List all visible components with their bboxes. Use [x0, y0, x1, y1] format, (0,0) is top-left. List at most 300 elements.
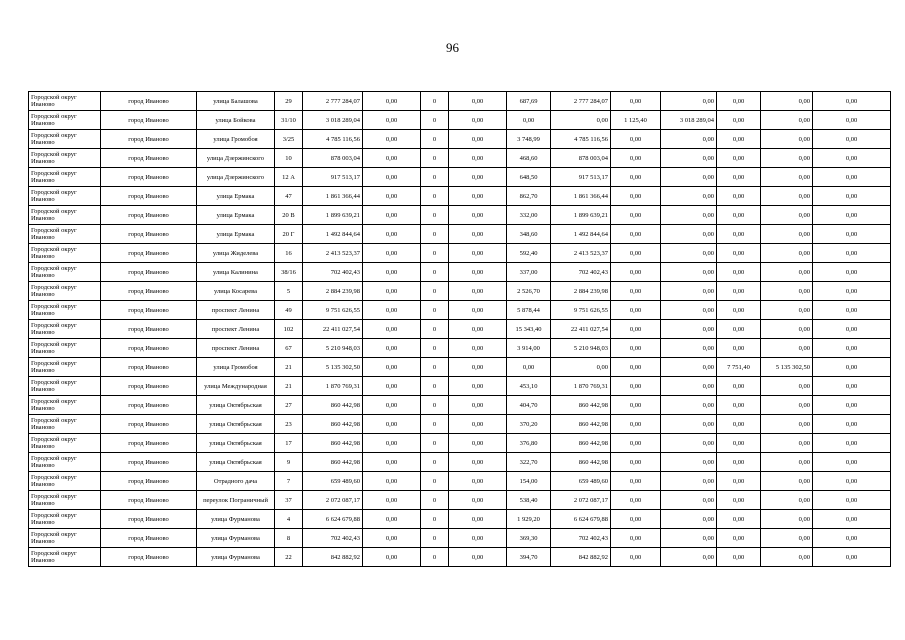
cell-cost-a: 0,00: [363, 453, 421, 472]
cell-cost-e: 0,00: [761, 339, 813, 358]
cell-settlement: город Иваново: [101, 244, 197, 263]
cell-cost-d: 0,00: [661, 282, 717, 301]
cell-area-e: 0,00: [717, 130, 761, 149]
cell-cost-f: 0,00: [813, 396, 891, 415]
cell-count-a: 0: [421, 111, 449, 130]
cell-total-cost: 917 513,17: [303, 168, 363, 187]
cell-house: 23: [275, 415, 303, 434]
cell-area-d: 0,00: [611, 320, 661, 339]
cell-cost-d: 0,00: [661, 130, 717, 149]
cell-area-e: 0,00: [717, 168, 761, 187]
table-row: [29, 225, 891, 244]
cell-municipality: Городской округ Иваново: [29, 377, 101, 396]
table-row: [29, 472, 891, 491]
cell-house: 3/25: [275, 130, 303, 149]
cell-municipality: Городской округ Иваново: [29, 529, 101, 548]
cell-cost-f: 0,00: [813, 548, 891, 567]
cell-area-d: 0,00: [611, 377, 661, 396]
cell-area-e: 0,00: [717, 491, 761, 510]
cell-cost-f: 0,00: [813, 529, 891, 548]
cell-house: 21: [275, 358, 303, 377]
cell-settlement: город Иваново: [101, 472, 197, 491]
cell-house: 8: [275, 529, 303, 548]
cell-street: проспект Ленина: [197, 301, 275, 320]
cell-cost-b: 0,00: [449, 301, 507, 320]
cell-street: улица Ермака: [197, 206, 275, 225]
cell-cost-b: 0,00: [449, 320, 507, 339]
cell-settlement: город Иваново: [101, 453, 197, 472]
cell-cost-d: 0,00: [661, 301, 717, 320]
cell-count-a: 0: [421, 225, 449, 244]
cell-cost-c: 1 861 366,44: [551, 187, 611, 206]
cell-cost-e: 0,00: [761, 396, 813, 415]
cell-cost-e: 0,00: [761, 263, 813, 282]
cell-area-e: 0,00: [717, 263, 761, 282]
cell-area-e: 0,00: [717, 529, 761, 548]
cell-total-cost: 702 402,43: [303, 263, 363, 282]
cell-cost-d: 0,00: [661, 453, 717, 472]
cell-area-d: 0,00: [611, 168, 661, 187]
cell-cost-f: 0,00: [813, 168, 891, 187]
cell-area-e: 0,00: [717, 206, 761, 225]
cell-cost-e: 5 135 302,50: [761, 358, 813, 377]
cell-cost-e: 0,00: [761, 301, 813, 320]
cell-cost-a: 0,00: [363, 377, 421, 396]
cell-area-d: 0,00: [611, 434, 661, 453]
cell-area-d: 0,00: [611, 244, 661, 263]
cell-house: 9: [275, 453, 303, 472]
cell-area-e: 0,00: [717, 415, 761, 434]
cell-total-cost: 860 442,98: [303, 434, 363, 453]
cell-area-d: 0,00: [611, 491, 661, 510]
cell-street: улица Ермака: [197, 187, 275, 206]
cell-house: 7: [275, 472, 303, 491]
cell-municipality: Городской округ Иваново: [29, 358, 101, 377]
cell-cost-e: 0,00: [761, 434, 813, 453]
cell-cost-d: 0,00: [661, 396, 717, 415]
cell-municipality: Городской округ Иваново: [29, 92, 101, 111]
cell-area: 370,20: [507, 415, 551, 434]
cell-settlement: город Иваново: [101, 187, 197, 206]
cell-area-d: 0,00: [611, 529, 661, 548]
cell-cost-f: 0,00: [813, 301, 891, 320]
cell-settlement: город Иваново: [101, 92, 197, 111]
cell-cost-a: 0,00: [363, 187, 421, 206]
cell-house: 31/10: [275, 111, 303, 130]
cell-area-e: 7 751,40: [717, 358, 761, 377]
cell-area-d: 0,00: [611, 92, 661, 111]
cell-area-d: 0,00: [611, 472, 661, 491]
cell-total-cost: 22 411 027,54: [303, 320, 363, 339]
cell-count-a: 0: [421, 282, 449, 301]
cell-total-cost: 860 442,98: [303, 415, 363, 434]
table-row: [29, 187, 891, 206]
cell-cost-d: 0,00: [661, 434, 717, 453]
cell-total-cost: 2 777 284,07: [303, 92, 363, 111]
cell-municipality: Городской округ Иваново: [29, 225, 101, 244]
cell-cost-c: 917 513,17: [551, 168, 611, 187]
cell-municipality: Городской округ Иваново: [29, 111, 101, 130]
cell-cost-f: 0,00: [813, 282, 891, 301]
cell-cost-c: 860 442,98: [551, 396, 611, 415]
cell-area-e: 0,00: [717, 396, 761, 415]
cell-cost-d: 0,00: [661, 491, 717, 510]
cell-street: улица Октябрьская: [197, 415, 275, 434]
cell-cost-f: 0,00: [813, 187, 891, 206]
cell-settlement: город Иваново: [101, 548, 197, 567]
cell-area: 0,00: [507, 358, 551, 377]
cell-area: 369,30: [507, 529, 551, 548]
cell-count-a: 0: [421, 130, 449, 149]
table-row: [29, 263, 891, 282]
cell-cost-d: 0,00: [661, 377, 717, 396]
cell-count-a: 0: [421, 301, 449, 320]
table-row: [29, 244, 891, 263]
cell-cost-e: 0,00: [761, 187, 813, 206]
cell-cost-a: 0,00: [363, 92, 421, 111]
cell-area: 592,40: [507, 244, 551, 263]
cell-cost-f: 0,00: [813, 339, 891, 358]
cell-area-e: 0,00: [717, 320, 761, 339]
cell-cost-c: 842 882,92: [551, 548, 611, 567]
cell-cost-b: 0,00: [449, 244, 507, 263]
cell-count-a: 0: [421, 92, 449, 111]
cell-municipality: Городской округ Иваново: [29, 415, 101, 434]
cell-cost-a: 0,00: [363, 529, 421, 548]
cell-total-cost: 842 882,92: [303, 548, 363, 567]
cell-area: 322,70: [507, 453, 551, 472]
cell-area: 453,10: [507, 377, 551, 396]
cell-cost-d: 0,00: [661, 320, 717, 339]
cell-area: 15 343,40: [507, 320, 551, 339]
cell-total-cost: 5 210 948,03: [303, 339, 363, 358]
cell-cost-a: 0,00: [363, 282, 421, 301]
cell-street: улица Ермака: [197, 225, 275, 244]
cell-cost-e: 0,00: [761, 92, 813, 111]
cell-total-cost: 3 018 289,04: [303, 111, 363, 130]
cell-cost-d: 0,00: [661, 149, 717, 168]
table-row: [29, 453, 891, 472]
cell-cost-a: 0,00: [363, 168, 421, 187]
table-row: [29, 130, 891, 149]
cell-municipality: Городской округ Иваново: [29, 244, 101, 263]
cell-settlement: город Иваново: [101, 491, 197, 510]
table-row: [29, 92, 891, 111]
cell-municipality: Городской округ Иваново: [29, 491, 101, 510]
cell-street: улица Фурманова: [197, 529, 275, 548]
cell-area: 1 929,20: [507, 510, 551, 529]
cell-municipality: Городской округ Иваново: [29, 510, 101, 529]
table-row: [29, 282, 891, 301]
cell-total-cost: 6 624 679,88: [303, 510, 363, 529]
cell-house: 102: [275, 320, 303, 339]
cell-house: 4: [275, 510, 303, 529]
cell-house: 12 А: [275, 168, 303, 187]
cell-cost-f: 0,00: [813, 472, 891, 491]
cell-area-d: 0,00: [611, 396, 661, 415]
cell-cost-f: 0,00: [813, 415, 891, 434]
cell-cost-f: 0,00: [813, 206, 891, 225]
cell-total-cost: 9 751 626,55: [303, 301, 363, 320]
cell-total-cost: 1 870 769,31: [303, 377, 363, 396]
cell-cost-c: 22 411 027,54: [551, 320, 611, 339]
cell-cost-f: 0,00: [813, 320, 891, 339]
cell-count-a: 0: [421, 149, 449, 168]
cell-cost-b: 0,00: [449, 453, 507, 472]
cell-cost-a: 0,00: [363, 130, 421, 149]
cell-cost-a: 0,00: [363, 244, 421, 263]
cell-count-a: 0: [421, 339, 449, 358]
cell-area-e: 0,00: [717, 377, 761, 396]
cell-settlement: город Иваново: [101, 377, 197, 396]
cell-area-d: 0,00: [611, 339, 661, 358]
cell-house: 37: [275, 491, 303, 510]
cell-area: 348,60: [507, 225, 551, 244]
cell-settlement: город Иваново: [101, 130, 197, 149]
cell-total-cost: 4 785 116,56: [303, 130, 363, 149]
cell-area-d: 0,00: [611, 225, 661, 244]
cell-cost-c: 1 492 844,64: [551, 225, 611, 244]
table-row: [29, 168, 891, 187]
cell-cost-a: 0,00: [363, 415, 421, 434]
cell-cost-e: 0,00: [761, 548, 813, 567]
cell-settlement: город Иваново: [101, 206, 197, 225]
cell-area-d: 0,00: [611, 206, 661, 225]
cell-street: переулок Пограничный: [197, 491, 275, 510]
cell-cost-c: 860 442,98: [551, 453, 611, 472]
cell-house: 27: [275, 396, 303, 415]
cell-area-d: 0,00: [611, 301, 661, 320]
cell-cost-d: 0,00: [661, 244, 717, 263]
cell-area: 154,00: [507, 472, 551, 491]
cell-total-cost: 1 492 844,64: [303, 225, 363, 244]
cell-area: 3 748,99: [507, 130, 551, 149]
cell-cost-b: 0,00: [449, 396, 507, 415]
cell-cost-e: 0,00: [761, 168, 813, 187]
cell-municipality: Городской округ Иваново: [29, 453, 101, 472]
cell-area-e: 0,00: [717, 434, 761, 453]
cell-cost-b: 0,00: [449, 225, 507, 244]
cell-cost-b: 0,00: [449, 434, 507, 453]
cell-total-cost: 659 489,60: [303, 472, 363, 491]
cell-cost-a: 0,00: [363, 339, 421, 358]
cell-area-e: 0,00: [717, 453, 761, 472]
cell-municipality: Городской округ Иваново: [29, 396, 101, 415]
cell-municipality: Городской округ Иваново: [29, 472, 101, 491]
cell-house: 21: [275, 377, 303, 396]
cell-cost-a: 0,00: [363, 320, 421, 339]
cell-area: 5 878,44: [507, 301, 551, 320]
cell-cost-a: 0,00: [363, 396, 421, 415]
cell-settlement: город Иваново: [101, 168, 197, 187]
cell-area: 0,00: [507, 111, 551, 130]
table-row: [29, 301, 891, 320]
cell-cost-d: 0,00: [661, 472, 717, 491]
cell-cost-c: 2 413 523,37: [551, 244, 611, 263]
cell-cost-a: 0,00: [363, 434, 421, 453]
cell-total-cost: 860 442,98: [303, 396, 363, 415]
register-table: [28, 91, 891, 567]
cell-house: 38/16: [275, 263, 303, 282]
cell-area: 337,00: [507, 263, 551, 282]
cell-cost-f: 0,00: [813, 491, 891, 510]
cell-total-cost: 2 413 523,37: [303, 244, 363, 263]
cell-area: 332,00: [507, 206, 551, 225]
cell-house: 22: [275, 548, 303, 567]
table-row: [29, 529, 891, 548]
cell-area-e: 0,00: [717, 548, 761, 567]
cell-area: 468,60: [507, 149, 551, 168]
cell-cost-a: 0,00: [363, 263, 421, 282]
cell-cost-e: 0,00: [761, 415, 813, 434]
cell-settlement: город Иваново: [101, 529, 197, 548]
cell-area-d: 0,00: [611, 510, 661, 529]
table-row: [29, 415, 891, 434]
cell-cost-e: 0,00: [761, 377, 813, 396]
cell-street: улица Балашова: [197, 92, 275, 111]
cell-house: 67: [275, 339, 303, 358]
cell-area-e: 0,00: [717, 282, 761, 301]
cell-cost-f: 0,00: [813, 225, 891, 244]
cell-area-e: 0,00: [717, 472, 761, 491]
cell-municipality: Городской округ Иваново: [29, 434, 101, 453]
cell-count-a: 0: [421, 187, 449, 206]
cell-total-cost: 2 884 239,98: [303, 282, 363, 301]
cell-street: улица Калинина: [197, 263, 275, 282]
cell-cost-c: 5 210 948,03: [551, 339, 611, 358]
cell-count-a: 0: [421, 206, 449, 225]
cell-cost-b: 0,00: [449, 472, 507, 491]
cell-cost-f: 0,00: [813, 244, 891, 263]
cell-count-a: 0: [421, 168, 449, 187]
cell-cost-d: 0,00: [661, 263, 717, 282]
cell-street: улица Октябрьская: [197, 396, 275, 415]
cell-count-a: 0: [421, 548, 449, 567]
cell-cost-a: 0,00: [363, 225, 421, 244]
cell-cost-a: 0,00: [363, 491, 421, 510]
table-row: [29, 548, 891, 567]
cell-cost-c: 2 884 239,98: [551, 282, 611, 301]
cell-cost-c: 659 489,60: [551, 472, 611, 491]
cell-cost-f: 0,00: [813, 510, 891, 529]
cell-municipality: Городской округ Иваново: [29, 548, 101, 567]
cell-settlement: город Иваново: [101, 111, 197, 130]
table-row: [29, 377, 891, 396]
cell-settlement: город Иваново: [101, 415, 197, 434]
cell-cost-a: 0,00: [363, 358, 421, 377]
cell-cost-a: 0,00: [363, 206, 421, 225]
cell-cost-c: 702 402,43: [551, 263, 611, 282]
cell-municipality: Городской округ Иваново: [29, 187, 101, 206]
cell-cost-f: 0,00: [813, 263, 891, 282]
cell-cost-c: 0,00: [551, 358, 611, 377]
cell-house: 5: [275, 282, 303, 301]
cell-cost-e: 0,00: [761, 491, 813, 510]
cell-cost-f: 0,00: [813, 111, 891, 130]
cell-area: 862,70: [507, 187, 551, 206]
cell-cost-d: 0,00: [661, 358, 717, 377]
cell-cost-d: 0,00: [661, 187, 717, 206]
cell-count-a: 0: [421, 434, 449, 453]
cell-house: 20 В: [275, 206, 303, 225]
cell-cost-b: 0,00: [449, 282, 507, 301]
cell-cost-c: 9 751 626,55: [551, 301, 611, 320]
page-number: 96: [446, 40, 459, 55]
cell-street: улица Жиделева: [197, 244, 275, 263]
cell-cost-e: 0,00: [761, 111, 813, 130]
table-row: [29, 510, 891, 529]
cell-cost-c: 0,00: [551, 111, 611, 130]
cell-cost-b: 0,00: [449, 491, 507, 510]
cell-area: 404,70: [507, 396, 551, 415]
cell-settlement: город Иваново: [101, 434, 197, 453]
cell-count-a: 0: [421, 358, 449, 377]
cell-municipality: Городской округ Иваново: [29, 149, 101, 168]
cell-count-a: 0: [421, 396, 449, 415]
cell-street: Отрадного дача: [197, 472, 275, 491]
cell-cost-a: 0,00: [363, 111, 421, 130]
table-row: [29, 434, 891, 453]
cell-settlement: город Иваново: [101, 396, 197, 415]
cell-cost-a: 0,00: [363, 149, 421, 168]
cell-cost-b: 0,00: [449, 358, 507, 377]
table-row: [29, 358, 891, 377]
cell-cost-e: 0,00: [761, 510, 813, 529]
cell-cost-c: 860 442,98: [551, 415, 611, 434]
cell-cost-c: 2 777 284,07: [551, 92, 611, 111]
cell-cost-f: 0,00: [813, 453, 891, 472]
cell-municipality: Городской округ Иваново: [29, 263, 101, 282]
cell-area: 3 914,00: [507, 339, 551, 358]
cell-settlement: город Иваново: [101, 320, 197, 339]
cell-street: улица Громобоя: [197, 358, 275, 377]
cell-cost-b: 0,00: [449, 149, 507, 168]
cell-house: 10: [275, 149, 303, 168]
cell-cost-d: 0,00: [661, 339, 717, 358]
cell-cost-c: 878 003,04: [551, 149, 611, 168]
cell-area-e: 0,00: [717, 244, 761, 263]
cell-total-cost: 860 442,98: [303, 453, 363, 472]
cell-cost-c: 2 072 087,17: [551, 491, 611, 510]
cell-municipality: Городской округ Иваново: [29, 339, 101, 358]
cell-total-cost: 2 072 087,17: [303, 491, 363, 510]
cell-area-e: 0,00: [717, 339, 761, 358]
cell-cost-f: 0,00: [813, 92, 891, 111]
cell-cost-e: 0,00: [761, 529, 813, 548]
cell-cost-b: 0,00: [449, 529, 507, 548]
cell-street: улица Косарева: [197, 282, 275, 301]
cell-count-a: 0: [421, 377, 449, 396]
cell-count-a: 0: [421, 529, 449, 548]
cell-municipality: Городской округ Иваново: [29, 320, 101, 339]
cell-area-d: 0,00: [611, 263, 661, 282]
cell-street: улица Фурманова: [197, 510, 275, 529]
cell-area-e: 0,00: [717, 225, 761, 244]
cell-area: 394,70: [507, 548, 551, 567]
cell-total-cost: 1 861 366,44: [303, 187, 363, 206]
cell-total-cost: 1 899 639,21: [303, 206, 363, 225]
cell-cost-e: 0,00: [761, 130, 813, 149]
cell-total-cost: 878 003,04: [303, 149, 363, 168]
cell-house: 29: [275, 92, 303, 111]
cell-area-d: 0,00: [611, 187, 661, 206]
cell-area-d: 0,00: [611, 130, 661, 149]
cell-cost-d: 0,00: [661, 225, 717, 244]
cell-area-e: 0,00: [717, 187, 761, 206]
cell-cost-e: 0,00: [761, 282, 813, 301]
cell-cost-e: 0,00: [761, 472, 813, 491]
table-row: [29, 339, 891, 358]
